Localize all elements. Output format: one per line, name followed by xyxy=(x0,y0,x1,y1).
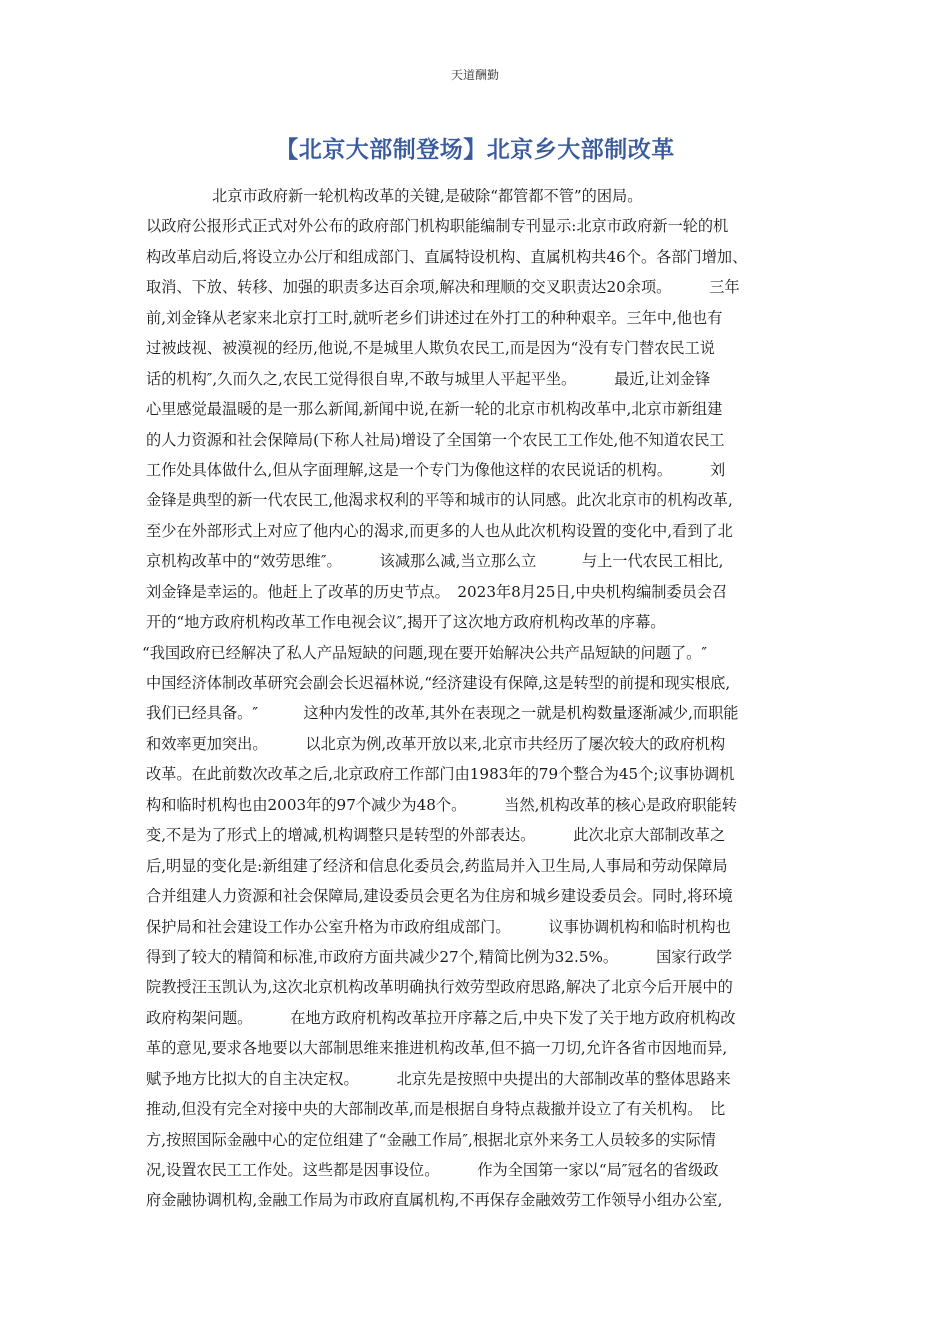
document-body xyxy=(142,181,808,1216)
paragraph-line: 后,明显的变化是:新组建了经济和信息化委员会,药监局并入卫生局,人事局和劳动保障局 xyxy=(146,856,728,875)
paragraph-line: 过被歧视、被漠视的经历,他说,不是城里人欺负农民工,而是因为“没有专门替农民工说 xyxy=(146,339,715,358)
paragraph-line: 至少在外部形式上对应了他内心的渴求,而更多的人也从此次机构设置的变化中,看到了北 xyxy=(146,521,733,540)
paragraph-line: 院教授汪玉凯认为,这次北京机构改革明确执行效劳型政府思路,解决了北京今后开展中的 xyxy=(146,978,733,997)
paragraph-line: 金锋是典型的新一代农民工,他渴求权利的平等和城市的认同感。此次北京市的机构改革, xyxy=(146,491,733,510)
paragraph-line: 革的意见,要求各地要以大部制思维来推进机构改革,但不搞一刀切,允许各省市因地而异, xyxy=(146,1039,728,1058)
paragraph-line: 政府构架问题。 在地方政府机构改革拉开序幕之后,中央下发了关于地方政府机构改 xyxy=(146,1008,736,1027)
paragraph-line: 北京市政府新一轮机构改革的关键,是破除“都管都不管”的困局。 xyxy=(212,187,643,205)
paragraph-line: 我们已经具备。″ 这种内发性的改革,其外在表现之一就是机构数量逐渐减少,而职能 xyxy=(146,704,739,723)
paragraph-line: 的人力资源和社会保障局(下称人社局)增设了全国第一个农民工工作处,他不知道农民工 xyxy=(146,430,725,449)
paragraph-line: 取消、下放、转移、加强的职责多达百余项,解决和理顺的交叉职责达20余项。 三年 xyxy=(146,278,740,297)
paragraph-line: 合并组建人力资源和社会保障局,建设委员会更名为住房和城乡建设委员会。同时,将环境 xyxy=(146,887,733,906)
paragraph-line: 保护局和社会建设工作办公室升格为市政府组成部门。 议事协调机构和临时机构也 xyxy=(146,917,731,936)
paragraph-line: 工作处具体做什么,但从字面理解,这是一个专门为像他这样的农民说话的机构。 刘 xyxy=(146,460,726,479)
paragraph-line: 得到了较大的精简和标准,市政府方面共减少27个,精简比例为32.5%。 国家行政学 xyxy=(146,947,733,966)
paragraph-line: 以政府公报形式正式对外公布的政府部门机构职能编制专刊显示:北京市政府新一轮的机 xyxy=(146,217,729,236)
document-title: 【北京大部制登场】北京乡大部制改革 xyxy=(275,137,675,163)
paragraph-line: 心里感觉最温暖的是一那么新闻,新闻中说,在新一轮的北京市机构改革中,北京市新组建 xyxy=(146,400,723,419)
paragraph-line: 府金融协调机构,金融工作局为市政府直属机构,不再保存金融效劳工作领导小组办公室, xyxy=(146,1191,723,1210)
paragraph-line: 开的“地方政府机构改革工作电视会议″,揭开了这次地方政府机构改革的序幕。 xyxy=(146,613,666,632)
paragraph-line: 前,刘金锋从老家来北京打工时,就听老乡们讲述过在外打工的种种艰辛。三年中,他也有 xyxy=(146,308,723,327)
paragraph-line: 构和临时机构也由2003年的97个减少为48个。 当然,机构改革的核心是政府职能转 xyxy=(146,795,737,814)
paragraph-line: “我国政府已经解决了私人产品短缺的问题,现在要开始解决公共产品短缺的问题了。″ xyxy=(142,643,708,662)
paragraph-line: 变,不是为了形式上的增减,机构调整只是转型的外部表达。 此次北京大部制改革之 xyxy=(146,826,726,845)
page-header: 天道酬勤 xyxy=(450,68,499,82)
paragraph-line: 话的机构″,久而久之,农民工觉得很自卑,不敢与城里人平起平坐。 最近,让刘金锋 xyxy=(146,369,711,388)
paragraph-line: 况,设置农民工工作处。这些都是因事设位。 作为全国第一家以“局″冠名的省级政 xyxy=(146,1161,719,1179)
paragraph-line: 改革。在此前数次改革之后,北京政府工作部门由1983年的79个整合为45个;议事协调机 xyxy=(146,765,735,784)
paragraph-line: 中国经济体制改革研究会副会长迟福林说,“经济建设有保障,这是转型的前提和现实根底, xyxy=(146,674,731,692)
paragraph-line: 和效率更加突出。 以北京为例,改革开放以来,北京市共经历了屡次较大的政府机构 xyxy=(146,734,726,753)
paragraph-line: 推动,但没有完全对接中央的大部制改革,而是根据自身特点裁撤并设立了有关机构。 比 xyxy=(146,1100,726,1119)
paragraph-line: 京机构改革中的“效劳思维″。 该减那么减,当立那么立 与上一代农民工相比, xyxy=(146,552,724,571)
paragraph-line: 赋予地方比拟大的自主决定权。 北京先是按照中央提出的大部制改革的整体思路来 xyxy=(146,1069,731,1088)
paragraph-line: 刘金锋是幸运的。他赶上了改革的历史节点。 2023年8月25日,中央机构编制委员会召 xyxy=(146,582,728,601)
paragraph-line: 构改革启动后,将设立办公厅和组成部门、直属特设机构、直属机构共46个。各部门增加、 xyxy=(146,247,748,266)
paragraph-line: 方,按照国际金融中心的定位组建了“金融工作局″,根据北京外来务工人员较多的实际情 xyxy=(146,1130,716,1149)
